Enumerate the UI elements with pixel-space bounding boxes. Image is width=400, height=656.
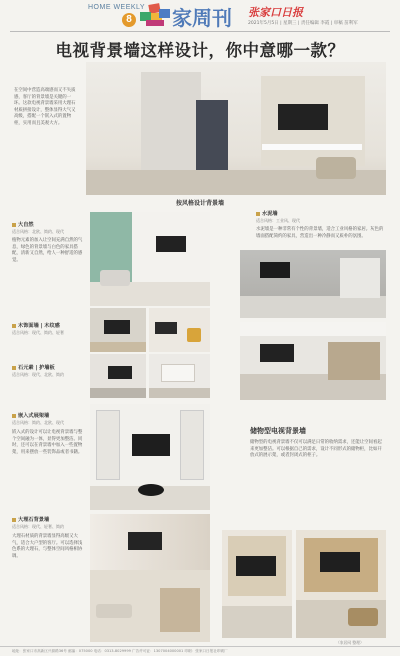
- wood-panel-tv-wall-image: [90, 308, 146, 352]
- open-living-dining-image: [240, 322, 386, 400]
- section-title-light-text: 石元素 | 护墙板: [18, 365, 55, 371]
- hero-living-room-image: [86, 62, 386, 195]
- home-weekly-label: HOME WEEKLY: [88, 4, 146, 11]
- section-title-cement: [256, 210, 278, 217]
- section-title-wood-text: 大理石背景墙: [18, 517, 50, 523]
- section-subtitle-light: 适合风格：现代、北欧、简约: [12, 372, 64, 377]
- page-number: 8: [122, 13, 136, 27]
- section-title-cement-text: 水泥墙: [262, 211, 278, 217]
- section-subtitle-modern: 适合风格：北欧、简约、现代: [12, 229, 64, 234]
- bullet-square-icon: [12, 223, 16, 227]
- section-title-embedded-text: 嵌入式展架墙: [18, 413, 50, 419]
- intro-text: 在空间中营造高端感而又不失质感，客厅的背景墙是关键的一环。这款电视背景墙采用大理石材质拼接设计，整体显得大气又高级，搭配一个嵌入式的置物柜，实用而且美观大方。: [14, 88, 76, 126]
- section-title-wood: [12, 516, 49, 523]
- section-body-cement: 水泥墙是一种非常有个性的背景墙，适合工业风格的家居。灰色的墙面搭配简约的家具，营造出一种冷静而又质朴的氛围。: [256, 227, 384, 239]
- issue-line: 2021年5月5日 | 星期三 | 责任编辑 李霞 | 审稿 苗利军: [248, 21, 358, 26]
- storage-section-body: 储物型的电视背景墙不仅可以满足日常的收纳需求，还能让空间看起来更加整洁。可以根据自己的需求，设计不同形式的储物柜，比如开放式的展示架，或者封闭式的柜子。: [250, 440, 382, 459]
- section-title-embedded: [12, 412, 49, 419]
- storage-section-heading: 储物型电视背景墙: [250, 427, 306, 435]
- cement-wall-tv-image: [240, 250, 386, 318]
- section-subtitle-simple: 适合风格：现代、简约、轻奢: [12, 330, 64, 335]
- section-subtitle-cement: 适合风格：工业风、现代: [256, 218, 300, 223]
- credit-line: （家居网 整理）: [336, 640, 364, 645]
- bullet-square-icon: [12, 414, 16, 418]
- marble-wall-living-room-image: [90, 514, 210, 642]
- section-subtitle-wood: 适合风格：现代、轻奢、简约: [12, 524, 64, 529]
- bullet-square-icon: [12, 324, 16, 328]
- bullet-square-icon: [12, 366, 16, 370]
- embedded-shelf-wall-image: [90, 404, 210, 510]
- masthead: [0, 0, 400, 30]
- section-title-simple-text: 木饰面墙 | 木纹感: [18, 323, 60, 329]
- storage-cabinet-wall-image: [222, 530, 292, 638]
- section-subtitle-embedded: 适合风格：简约、北欧、现代: [12, 420, 64, 425]
- section-title-modern: [12, 221, 34, 228]
- section-title-modern-text: 大自然: [18, 222, 34, 228]
- section-title-simple: [12, 322, 60, 329]
- stone-wall-living-room-image: [90, 354, 146, 398]
- section-body-wood: 大理石材质的背景墙显得高级又大气，适合大户型的客厅。可以选择浅色系的大理石，与整体空间风格相协调。: [12, 534, 83, 559]
- bullet-square-icon: [12, 518, 16, 522]
- wainscot-wall-room-image: [149, 354, 210, 398]
- section-body-modern: 植物元素的加入让空间充满自然的气息，绿色的背景墙与白色的家具搭配，清新又自然，给人一种舒适的感觉。: [12, 238, 83, 263]
- newspaper-name: 张家口日报: [248, 6, 303, 19]
- house-logo-icon: [140, 4, 170, 28]
- bullet-square-icon: [256, 212, 260, 216]
- supplement-title: 家周刊: [172, 6, 232, 30]
- style-section-heading: 按风格设计背景墙: [175, 200, 224, 207]
- section-title-light: [12, 364, 55, 371]
- headline: 电视背景墙这样设计，你中意哪一款？: [55, 41, 345, 60]
- wood-storage-living-room-image: [296, 530, 386, 638]
- header-divider: [10, 31, 390, 32]
- section-body-embedded: 嵌入式的设计可以让电视背景墙与整个空间融为一体，显得更加整洁。同时，还可以在背景墙中加入一些置物架，用来摆放一些装饰品或者书籍。: [12, 430, 83, 455]
- footer-imprint: 地址：张家口市高新区兴源路36号 邮编：075000 电话：0313-8029999 广告许可证：1307004000001 印刷：张家口日报社印刷厂: [0, 646, 400, 656]
- yellow-chair-room-image: [149, 308, 210, 352]
- green-wall-living-room-image: [90, 212, 210, 306]
